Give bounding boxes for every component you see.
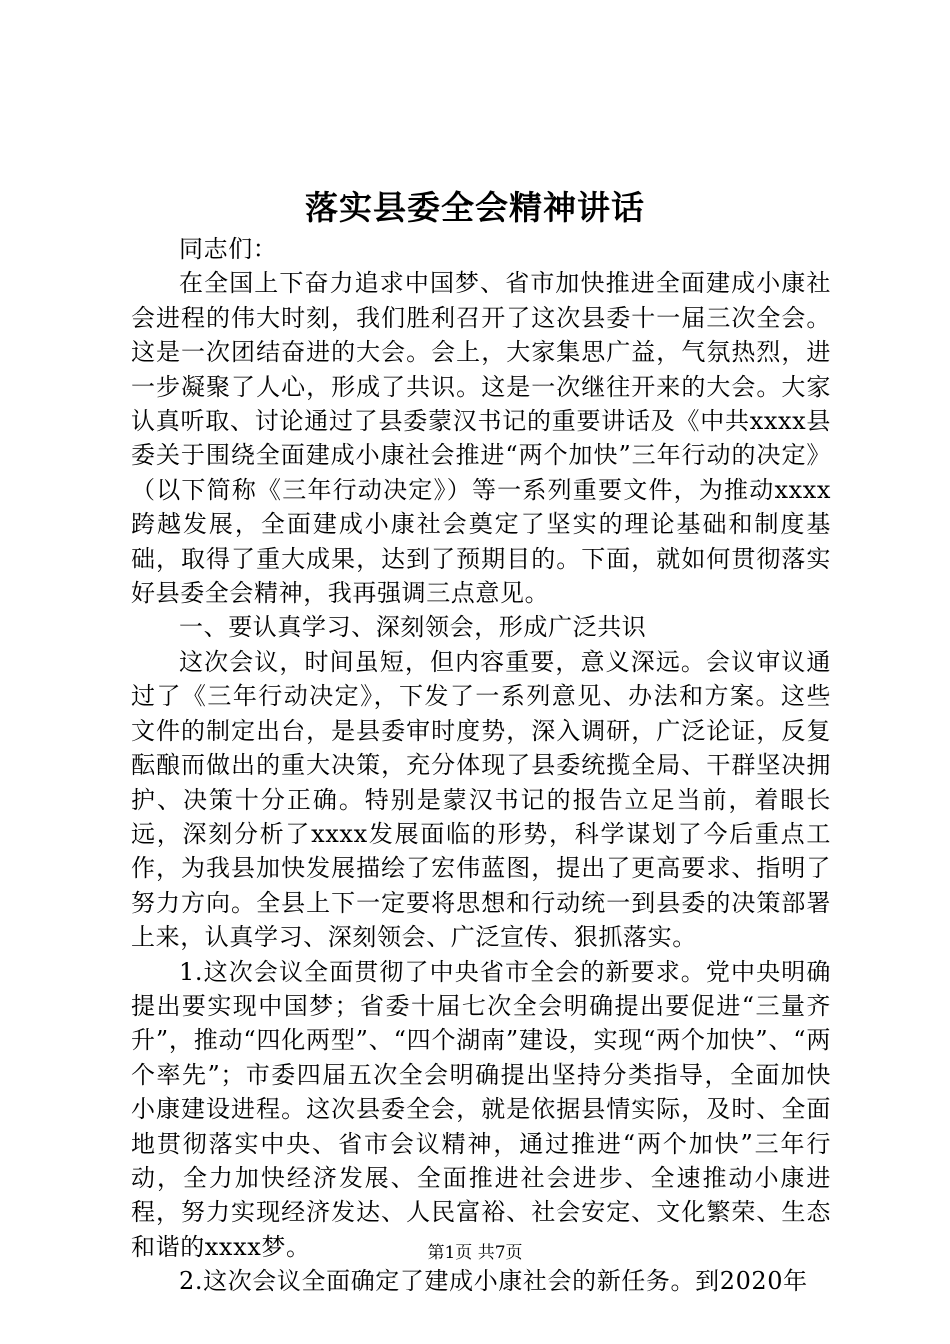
page-footer: 第1页 共7页 [427,1243,523,1263]
section-heading-1: 一、要认真学习、深刻领会，形成广泛共识 [179,613,647,642]
paragraph-intro: 在全国上下奋力追求中国梦、省市加快推进全面建成小康社会进程的伟大时刻，我们胜利召开了这次县委十一届三次全会。这是一次团结奋进的大会。会上，大家集思广益，气氛热烈，进一步凝聚了人心，形成了共识。这是一次继往开来的大会。大家认真听取、讨论通过了县委蒙汉书记的重要讲话及《中共xxxx县委关于围绕全面建成小康社会推进“两个加快”三年行动的决定》（以下简称《三年行动决定》）等一系列重要文件，为推动xxxx跨越发展，全面建成小康社会奠定了坚实的理论基础和制度基础，取得了重大成果，达到了预期目的。下面，就如何贯彻落实好县委全会精神，我再强调三点意见。 [131,269,831,608]
salutation: 同志们： [179,235,278,263]
paragraph-section-1: 这次会议，时间虽短，但内容重要，意义深远。会议审议通过了《三年行动决定》，下发了一系列意见、办法和方案。这些文件的制定出台，是县委审时度势，深入调研，广泛论证，反复酝酿而做出的重大决策，充分体现了县委统揽全局、干群坚决拥护、决策十分正确。特别是蒙汉书记的报告立足当前，着眼长远，深刻分析了xxxx发展面临的形势，科学谋划了今后重点工作，为我县加快发展描绘了宏伟蓝图，提出了更高要求、指明了努力方向。全县上下一定要将思想和行动统一到县委的决策部署上来，认真学习、深刻领会、广泛宣传、狠抓落实。 [131,647,831,952]
document-title: 落实县委全会精神讲话 [305,188,645,227]
paragraph-point-1: 1.这次会议全面贯彻了中央省市全会的新要求。党中央明确提出要实现中国梦；省委十届七次全会明确提出要促进“三量齐升”，推动“四化两型”、“四个湖南”建设，实现“两个加快”、“两个率先”；市委四届五次全会明确提出坚持分类指导，全面加快小康建设进程。这次县委全会，就是依据县情实际，及时、全面地贯彻落实中央、省市会议精神，通过推进“两个加快”三年行动，全力加快经济发展、全面推进社会进步、全速推动小康进程，努力实现经济发达、人民富裕、社会安定、文化繁荣、生态和谐的xxxx梦。 [131,957,831,1261]
paragraph-point-2: 2.这次会议全面确定了建成小康社会的新任务。到2020年 [179,1267,808,1296]
document-body [131,232,831,1299]
